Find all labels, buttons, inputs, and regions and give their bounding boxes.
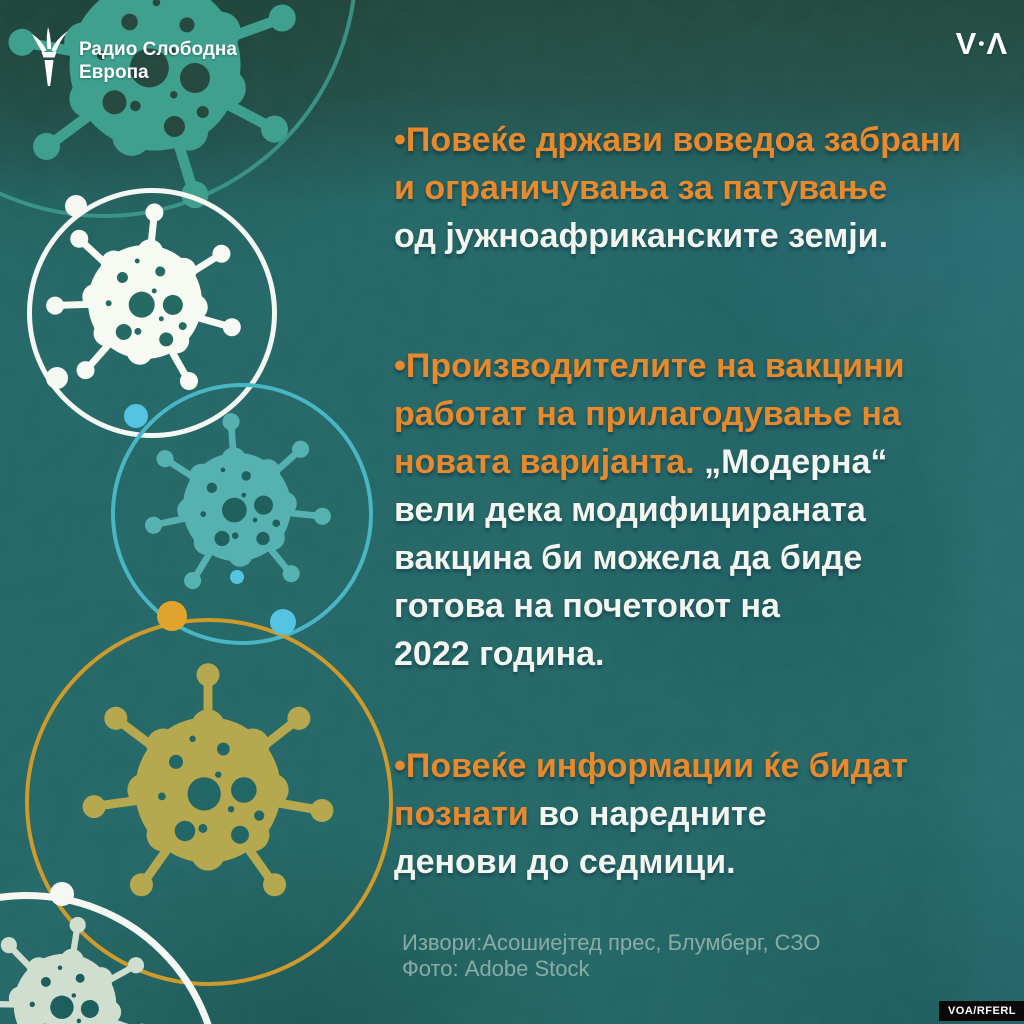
headline-line: работат на прилагодување на [394,395,901,433]
voa-rferl-watermark: VOA/RFERL [939,1001,1024,1021]
voa-dot-icon: • [978,33,986,53]
sources-credit [402,930,820,982]
ring-node-dot [124,404,148,428]
ring-node-dot [46,367,68,389]
photo-credit-line: Фото: Adobe Stock [402,956,590,981]
headline-line: познати во наредните [394,795,767,833]
headline-block-more-info [394,742,1019,886]
virus-icon [80,662,336,918]
headline-line: од јужноафриканските земји. [394,217,889,255]
rfe-logo-line2: Европа [79,62,149,83]
virus-icon [35,192,255,412]
sources-line: Извори:Асошиејтед прес, Блумберг, СЗО [402,930,821,955]
rfe-torch-icon [27,24,71,88]
headline-line: •Повеќе информации ќе бидат [394,747,908,785]
rfe-logo-line1: Радио Слободна [79,39,237,60]
headline-line: •Производителите на вакцини [394,347,905,385]
voa-logo: V•Λ [955,26,1008,61]
ring-node-dot [230,570,244,584]
ring-node-dot [270,609,296,635]
headline-line: денови до седмици. [394,843,736,881]
ring-node-dot [65,195,87,217]
headline-line: готова на почетокот на [394,587,780,625]
ring-node-dot [157,601,187,631]
headline-line: вели дека модифицираната [394,491,866,529]
headline-line: и ограничувања за патување [394,169,888,207]
headline-line: новата варијанта. „Модерна“ [394,443,888,481]
headline-line: 2022 година. [394,635,605,673]
ring-node-dot [50,882,74,906]
headline-block-vaccines [394,342,1019,678]
headline-line: •Повеќе држави воведоа забрани [394,121,962,159]
headline-line: вакцина би можела да биде [394,539,863,577]
headline-block-travel-bans [394,116,1019,260]
rfe-logo [27,24,237,88]
